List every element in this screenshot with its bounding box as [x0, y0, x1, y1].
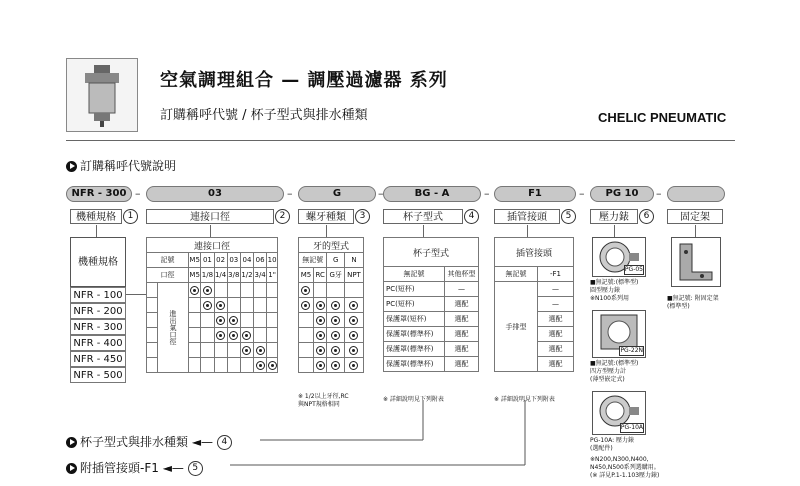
fitting-option-cell: —	[538, 297, 574, 312]
thread-dot-cell	[313, 328, 327, 343]
availability-dot-icon	[316, 346, 325, 355]
cup-row	[384, 282, 479, 297]
code-segment-model: NFR - 300	[66, 186, 132, 202]
port-dot-cell	[240, 328, 253, 343]
code-segment-gauge: PG 10	[590, 186, 654, 202]
availability-dot-icon	[349, 361, 358, 370]
thread-col-g: G	[327, 253, 344, 268]
port-dot-cell	[189, 298, 201, 313]
port-dot-cell	[189, 328, 201, 343]
thread-type-row	[299, 268, 364, 283]
thread-dot-cell	[327, 328, 344, 343]
reference-number: 5	[188, 461, 203, 476]
model-row: NFR - 100	[70, 287, 126, 303]
thread-row	[299, 343, 364, 358]
port-dot-cell	[227, 283, 240, 298]
port-dot-cell	[201, 283, 214, 298]
availability-dot-icon	[216, 316, 225, 325]
cup-option-cell: —	[445, 282, 479, 297]
page-subtitle: 訂購稱呼代號 / 杯子型式與排水種類	[160, 108, 368, 123]
availability-dot-icon	[349, 346, 358, 355]
port-dot-cell	[254, 313, 267, 328]
fitting-col1: 無記號	[495, 267, 538, 282]
cup-type-cell: PC(短杯)	[384, 297, 445, 312]
availability-dot-icon	[316, 301, 325, 310]
port-dot-cell	[189, 283, 201, 298]
cup-row	[384, 312, 479, 327]
cup-table-title: 杯子型式	[384, 238, 479, 267]
reference-number: 4	[217, 435, 232, 450]
gauge-image-square	[592, 310, 646, 358]
port-dot-cell	[267, 313, 278, 328]
port-code-cell: 04	[240, 253, 253, 268]
thread-dot-cell	[327, 358, 344, 373]
availability-dot-icon	[331, 316, 340, 325]
port-size-cell: M5	[189, 268, 201, 283]
connector-line	[614, 225, 615, 237]
port-dot-cell	[214, 298, 227, 313]
thread-note: ※ 1/2以上牙徑,RC 與NPT規格相同	[298, 393, 349, 408]
port-dot-cell	[240, 358, 253, 373]
port-code-cell: 10	[267, 253, 278, 268]
availability-dot-icon	[203, 286, 212, 295]
port-blank-cell	[147, 283, 158, 298]
cup-option-cell: 選配	[445, 357, 479, 372]
code-segment-bracket	[667, 186, 725, 202]
availability-dot-icon	[216, 331, 225, 340]
availability-dot-icon	[301, 301, 310, 310]
reference-text: 杯子型式與排水種類	[80, 435, 189, 449]
thread-dot-cell	[344, 283, 363, 298]
model-row: NFR - 400	[70, 335, 126, 351]
availability-dot-icon	[349, 316, 358, 325]
availability-dot-icon	[301, 286, 310, 295]
port-code-row	[147, 253, 278, 268]
port-code-cell: 03	[227, 253, 240, 268]
fitting-note: ※ 詳細說明見下列附表	[494, 396, 555, 403]
fitting-table	[494, 237, 574, 372]
thread-type-cell: G牙	[327, 268, 344, 283]
availability-dot-icon	[190, 286, 199, 295]
page-title: 空氣調理組合 — 調壓過濾器 系列	[160, 70, 448, 91]
port-size-cell: 3/8	[227, 268, 240, 283]
gauge-note: ※N200,N300,N400, N450,N500系列選購用。 (※ 詳見P.1-1.103壓力錶)	[590, 456, 660, 479]
label-bracket: 固定架	[667, 209, 723, 224]
thread-type-cell: NPT	[344, 268, 363, 283]
thread-table-title: 牙的型式	[299, 238, 364, 253]
port-code-cell: 06	[254, 253, 267, 268]
reference-text: 附插管接頭-F1	[80, 461, 159, 475]
port-blank-cell	[147, 298, 158, 313]
port-code-cell: 01	[201, 253, 214, 268]
model-row: NFR - 450	[70, 351, 126, 367]
availability-dot-icon	[349, 331, 358, 340]
thread-dot-cell	[327, 298, 344, 313]
connector-line	[96, 225, 97, 237]
code-segment-port: 03	[146, 186, 284, 202]
arrow-bullet-icon	[66, 463, 77, 474]
connector-line	[527, 225, 528, 237]
product-photo	[66, 58, 138, 132]
bracket-image	[671, 237, 721, 287]
fitting-table-title: 插管接頭	[495, 238, 574, 267]
thread-code-label: 無記號	[299, 253, 327, 268]
gauge-desc: ■無記號:(標準型) 四方型壓力計 (薄型嵌定式)	[590, 360, 639, 383]
port-blank-cell	[147, 343, 158, 358]
connector-line	[326, 225, 327, 237]
port-dot-cell	[227, 358, 240, 373]
availability-dot-icon	[229, 316, 238, 325]
port-dot-cell	[189, 313, 201, 328]
label-number: 6	[639, 209, 654, 224]
fitting-option-cell: 選配	[538, 357, 574, 372]
thread-row	[299, 328, 364, 343]
code-segment-thread: G	[298, 186, 376, 202]
port-table	[146, 237, 278, 373]
port-dot-cell	[201, 328, 214, 343]
label-thread: 螺牙種類	[298, 209, 354, 224]
thread-dot-cell	[344, 298, 363, 313]
connector-line	[423, 225, 424, 237]
cup-type-cell: 保護罩(短杯)	[384, 312, 445, 327]
port-dot-cell	[214, 328, 227, 343]
thread-dot-cell	[344, 358, 363, 373]
port-dot-cell	[254, 358, 267, 373]
port-dot-cell	[240, 343, 253, 358]
code-dash: –	[656, 187, 662, 200]
thread-dot-cell	[327, 283, 344, 298]
availability-dot-icon	[203, 301, 212, 310]
port-dot-cell	[267, 283, 278, 298]
thread-col-n: N	[344, 253, 363, 268]
port-dot-cell	[254, 343, 267, 358]
regulator-filter-icon	[67, 59, 137, 131]
code-dash: –	[378, 187, 384, 200]
port-size-cell: 1"	[267, 268, 278, 283]
cup-note: ※ 詳細說明見下列附表	[383, 396, 444, 403]
availability-dot-icon	[331, 361, 340, 370]
cup-col1: 無記號	[384, 267, 445, 282]
cup-col2: 其他杯型	[445, 267, 479, 282]
gauge-desc: ■無記號:(標準型) 圓型壓力錶 ※N100系列用	[590, 279, 639, 302]
thread-dot-cell	[299, 313, 314, 328]
code-dash: –	[135, 187, 141, 200]
label-number: 5	[561, 209, 576, 224]
thread-dot-cell	[299, 343, 314, 358]
reference-fitting: 附插管接頭-F1 ◄— 5	[66, 459, 203, 476]
port-dot-cell	[254, 283, 267, 298]
port-dot-cell	[227, 313, 240, 328]
cup-type-cell: 保護罩(標準杯)	[384, 327, 445, 342]
model-table-header: 機種規格	[70, 237, 126, 287]
thread-dot-cell	[327, 343, 344, 358]
port-dot-cell	[254, 328, 267, 343]
thread-row	[299, 283, 364, 298]
model-row: NFR - 200	[70, 303, 126, 319]
thread-row	[299, 298, 364, 313]
cup-row	[384, 357, 479, 372]
availability-dot-icon	[331, 331, 340, 340]
port-size-cell: 1/2	[240, 268, 253, 283]
connector-line	[210, 225, 211, 237]
code-dash: –	[287, 187, 293, 200]
port-size-cell: 1/4	[214, 268, 227, 283]
availability-dot-icon	[268, 361, 277, 370]
label-number: 3	[355, 209, 370, 224]
availability-dot-icon	[242, 346, 251, 355]
thread-dot-cell	[313, 283, 327, 298]
availability-dot-icon	[331, 346, 340, 355]
gauge-tag: PG-05	[624, 266, 643, 273]
gauge-image-optional	[592, 391, 646, 435]
port-dot-cell	[240, 298, 253, 313]
availability-dot-icon	[316, 361, 325, 370]
cup-row	[384, 342, 479, 357]
port-dot-cell	[267, 328, 278, 343]
label-gauge: 壓力錶	[590, 209, 638, 224]
port-blank-cell	[147, 358, 158, 373]
port-dot-cell	[214, 283, 227, 298]
thread-dot-cell	[299, 358, 314, 373]
thread-table	[298, 237, 364, 373]
port-dot-cell	[201, 343, 214, 358]
port-side-label: 進出氣口徑	[158, 283, 189, 373]
thread-dot-cell	[299, 328, 314, 343]
section-title	[66, 157, 176, 174]
port-dot-cell	[227, 298, 240, 313]
label-number: 1	[123, 209, 138, 224]
port-dot-cell	[267, 343, 278, 358]
port-dot-cell	[227, 328, 240, 343]
port-row	[147, 283, 278, 298]
cup-type-cell: 保護罩(標準杯)	[384, 342, 445, 357]
connector-line	[126, 294, 146, 295]
arrow-bullet-icon	[66, 437, 77, 448]
thread-dot-cell	[299, 283, 314, 298]
thread-dot-cell	[313, 313, 327, 328]
code-segment-cup: BG - A	[383, 186, 481, 202]
port-table-title: 連接口徑	[147, 238, 278, 253]
fitting-option-cell: —	[538, 282, 574, 297]
availability-dot-icon	[256, 361, 265, 370]
port-dot-cell	[240, 313, 253, 328]
thread-dot-cell	[344, 313, 363, 328]
cup-option-cell: 選配	[445, 297, 479, 312]
model-row: NFR - 500	[70, 367, 126, 383]
thread-dot-cell	[299, 298, 314, 313]
port-blank-cell	[147, 313, 158, 328]
label-model: 機種規格	[70, 209, 122, 224]
code-dash: –	[579, 187, 585, 200]
label-fitting: 插管接頭	[494, 209, 560, 224]
port-size-row	[147, 268, 278, 283]
port-dot-cell	[227, 343, 240, 358]
thread-dot-cell	[313, 358, 327, 373]
cup-type-cell: 保護罩(標準杯)	[384, 357, 445, 372]
thread-row	[299, 313, 364, 328]
port-code-cell: M5	[189, 253, 201, 268]
port-size-label: 口徑	[147, 268, 189, 283]
port-dot-cell	[189, 358, 201, 373]
port-dot-cell	[189, 343, 201, 358]
port-dot-cell	[214, 313, 227, 328]
availability-dot-icon	[216, 301, 225, 310]
reference-connector-lines	[230, 395, 530, 470]
label-number: 4	[464, 209, 479, 224]
fitting-side-label: 手排型	[495, 282, 538, 372]
cup-table	[383, 237, 479, 372]
port-dot-cell	[214, 358, 227, 373]
thread-dot-cell	[313, 298, 327, 313]
port-dot-cell	[214, 343, 227, 358]
port-dot-cell	[201, 298, 214, 313]
availability-dot-icon	[242, 331, 251, 340]
port-dot-cell	[201, 313, 214, 328]
fitting-col2: -F1	[538, 267, 574, 282]
header-divider	[66, 140, 735, 141]
port-dot-cell	[254, 298, 267, 313]
thread-row	[299, 358, 364, 373]
port-size-cell: 3/4	[254, 268, 267, 283]
reference-cup-drain: 杯子型式與排水種類 ◄— 4	[66, 433, 232, 450]
gauge-image-round	[592, 237, 646, 277]
port-dot-cell	[201, 358, 214, 373]
thread-dot-cell	[313, 343, 327, 358]
port-dot-cell	[267, 358, 278, 373]
port-code-label: 記號	[147, 253, 189, 268]
bracket-icon	[672, 238, 720, 286]
code-segment-fitting: F1	[494, 186, 576, 202]
availability-dot-icon	[256, 346, 265, 355]
port-blank-cell	[147, 328, 158, 343]
fitting-option-cell: 選配	[538, 342, 574, 357]
gauge-desc: PG-10A: 壓力錶 (選配件)	[590, 437, 634, 452]
port-size-cell: 1/8	[201, 268, 214, 283]
label-number: 2	[275, 209, 290, 224]
code-dash: –	[484, 187, 490, 200]
cup-row	[384, 327, 479, 342]
fitting-option-cell: 選配	[538, 327, 574, 342]
brand-name: CHELIC PNEUMATIC	[598, 110, 727, 125]
cup-row	[384, 297, 479, 312]
port-code-cell: 02	[214, 253, 227, 268]
thread-type-cell: M5	[299, 268, 314, 283]
gauge-tag: PG-22N	[620, 347, 643, 354]
availability-dot-icon	[229, 331, 238, 340]
thread-dot-cell	[344, 343, 363, 358]
section-title-text: 訂購稱呼代號說明	[80, 159, 177, 173]
availability-dot-icon	[349, 301, 358, 310]
cup-option-cell: 選配	[445, 312, 479, 327]
availability-dot-icon	[316, 331, 325, 340]
thread-dot-cell	[327, 313, 344, 328]
cup-option-cell: 選配	[445, 342, 479, 357]
label-cup: 杯子型式	[383, 209, 463, 224]
fitting-option-cell: 選配	[538, 312, 574, 327]
label-port: 連接口徑	[146, 209, 274, 224]
gauge-tag: PG-10A	[620, 424, 643, 431]
bracket-desc: ■無記號: 附固定架 (標準型)	[667, 295, 719, 310]
cup-type-cell: PC(短杯)	[384, 282, 445, 297]
model-row: NFR - 300	[70, 319, 126, 335]
connector-line	[695, 225, 696, 237]
port-dot-cell	[267, 298, 278, 313]
availability-dot-icon	[316, 316, 325, 325]
thread-dot-cell	[344, 328, 363, 343]
cup-option-cell: 選配	[445, 327, 479, 342]
availability-dot-icon	[331, 301, 340, 310]
thread-type-cell: RC	[313, 268, 327, 283]
fitting-row	[495, 282, 574, 297]
port-dot-cell	[240, 283, 253, 298]
arrow-bullet-icon	[66, 161, 77, 172]
